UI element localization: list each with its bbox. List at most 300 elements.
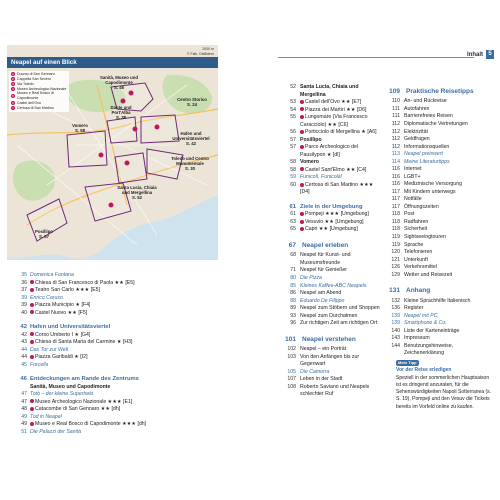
section-heading	[386, 286, 486, 295]
toc-entry-text: Elektrizität	[404, 128, 428, 135]
map-legend	[9, 71, 69, 112]
toc-page-number: 54	[290, 106, 296, 113]
toc-page-number: 58	[290, 159, 296, 166]
toc-page-number: 47	[21, 391, 27, 398]
toc-row[interactable]	[386, 257, 486, 265]
toc-page-number: 114	[391, 158, 400, 165]
toc-row[interactable]	[282, 174, 382, 182]
label-posillipo	[29, 229, 59, 239]
toc-entry-text: Vomero	[300, 159, 319, 166]
section-page-number: 67	[288, 241, 296, 249]
toc-row[interactable]	[13, 391, 218, 399]
toc-row[interactable]	[282, 267, 382, 275]
label-sanita-text: Sanità, Museo und Capodimonte	[100, 75, 138, 86]
toc-row[interactable]	[386, 98, 486, 106]
legend-marker: 6	[12, 101, 14, 106]
toc-page-number: 80	[290, 274, 296, 281]
toc-page-number: 118	[391, 211, 400, 218]
label-dante-text: Dante und Port'Alba	[110, 105, 132, 116]
label-sanita	[89, 75, 149, 90]
section-heading	[282, 241, 382, 250]
toc-row[interactable]	[282, 290, 382, 298]
location-pin-icon	[300, 183, 304, 187]
toc-row[interactable]	[386, 264, 486, 272]
legend-marker: 1	[12, 72, 14, 77]
toc-row[interactable]	[282, 320, 382, 328]
label-toledo-text: Toledo und Centro Monumentale	[171, 156, 209, 167]
toc-page-number: 129	[391, 271, 400, 278]
toc-page-number: 63	[290, 218, 296, 225]
toc-entry-text: Chiesa di Santa Maria del Carmine ★ [H3]	[30, 339, 133, 347]
label-vomero-page: S. 58	[74, 128, 86, 134]
toc-row[interactable]	[386, 211, 486, 219]
toc-page-number: 107	[287, 376, 296, 383]
spacer	[282, 234, 382, 238]
toc-middle-column	[282, 84, 382, 399]
toc-row[interactable]	[282, 384, 382, 399]
toc-entry-text: LGBT+	[404, 173, 421, 180]
toc-entry-text: Neapel – ein Porträt	[300, 346, 347, 353]
toc-page-number: 105	[287, 368, 296, 375]
label-toledo	[165, 156, 215, 171]
toc-page-number: 112	[391, 128, 400, 135]
toc-page-number: 37	[21, 287, 27, 294]
toc-page-number: 117	[391, 203, 400, 210]
toc-entry-text: Liste der Karteneinträge	[404, 327, 460, 334]
toc-entry-text: Impressum	[404, 335, 430, 342]
toc-row[interactable]	[386, 234, 486, 242]
map-title: Neapel auf einen Blick	[7, 57, 218, 68]
toc-page-number: 88	[290, 297, 296, 304]
label-posillipo-text: Posillipo	[35, 229, 53, 234]
section-page-number: 131	[389, 287, 400, 295]
toc-row[interactable]	[282, 99, 382, 107]
toc-page-number: 113	[391, 151, 400, 158]
legend-label: Certosa di San Martino	[17, 105, 54, 110]
toc-row[interactable]	[282, 137, 382, 145]
toc-row[interactable]	[386, 328, 486, 336]
toc-entry-text: Die Pizza	[300, 274, 322, 281]
map-scale	[187, 47, 214, 57]
toc-page-number: 49	[21, 421, 27, 428]
toc-row[interactable]	[386, 159, 486, 167]
toc-row[interactable]	[386, 106, 486, 114]
toc-row[interactable]	[13, 332, 218, 340]
toc-entry-text: Vesuvio ★★ [Umgebung]	[300, 219, 382, 227]
toc-entry-text: Medizinische Versorgung	[404, 181, 462, 188]
label-vomero-text: Vomero	[72, 123, 88, 128]
toc-page-number: 110	[391, 98, 400, 105]
toc-entry-text: Piazza dei Martiri ★★ [D6]	[300, 107, 382, 115]
toc-page-number: 86	[290, 290, 296, 297]
location-pin-icon	[30, 303, 34, 307]
toc-entry-text: Wetter und Reisezeit	[404, 271, 453, 278]
toc-row[interactable]	[386, 121, 486, 129]
section-title: Praktische Reisetipps	[406, 88, 474, 95]
spacer	[282, 197, 382, 201]
toc-row[interactable]	[13, 414, 218, 422]
toc-entry-text: Kleines Kaffee-ABC Neapels	[300, 282, 367, 289]
toc-entry-text: Piazza Garibaldi ★ [I2]	[30, 354, 88, 362]
toc-entry-text: Die Camorra	[300, 368, 330, 375]
toc-row[interactable]	[282, 298, 382, 306]
toc-row[interactable]	[386, 196, 486, 204]
toc-page-number: 45	[21, 361, 27, 368]
tip-badge: Mein Tipp	[398, 360, 417, 365]
toc-page-number: 42	[21, 331, 27, 338]
location-pin-icon	[30, 288, 34, 292]
toc-entry-text: Unterkunft	[404, 256, 428, 263]
toc-entry-text: Internet	[404, 166, 422, 173]
toc-row[interactable]	[386, 226, 486, 234]
toc-page-number: 35	[21, 272, 27, 278]
tip-box	[396, 360, 492, 411]
toc-row[interactable]	[13, 280, 218, 288]
label-toledo-page: S. 30	[184, 166, 196, 172]
toc-row[interactable]	[386, 305, 486, 313]
toc-row[interactable]	[386, 129, 486, 137]
legend-marker: 4	[12, 86, 14, 91]
toc-row[interactable]	[386, 272, 486, 280]
toc-row[interactable]	[13, 347, 218, 355]
toc-page-number: 96	[290, 320, 296, 327]
toc-page-number: 59	[290, 174, 296, 181]
toc-entry-text: Domenica Fontana	[30, 272, 74, 278]
location-pin-icon	[300, 167, 304, 171]
toc-row[interactable]	[282, 167, 382, 175]
label-santa-text: Santa Lucia, Chiaia und Mergellina	[117, 185, 157, 196]
toc-entry-text: Eduardo De Filippo	[300, 297, 345, 304]
toc-row[interactable]	[13, 302, 218, 310]
toc-row[interactable]	[282, 376, 382, 384]
legend-label: Museo Archeologico Nazionale	[17, 86, 67, 91]
toc-row[interactable]	[13, 429, 218, 437]
toc-row[interactable]	[386, 313, 486, 321]
toc-entry-text: Das Tor zur Welt	[30, 346, 69, 353]
toc-entry-text: Posillipo	[300, 136, 322, 143]
toc-entry-text: Sprache	[404, 241, 424, 248]
toc-row[interactable]	[13, 295, 218, 303]
toc-row[interactable]	[282, 84, 382, 99]
location-pin-icon	[300, 145, 304, 149]
toc-row[interactable]	[282, 313, 382, 321]
toc-page-number: 51	[21, 428, 27, 435]
toc-entry-text: Castel dell'Ovo ★★ [E7]	[300, 99, 382, 107]
toc-row[interactable]	[386, 335, 486, 343]
spacer	[13, 369, 218, 373]
toc-page-number: 93	[290, 312, 296, 319]
toc-page-number: 44	[21, 346, 27, 353]
toc-entry-text: Sanità, Museo und Capodimonte	[30, 383, 111, 390]
label-sanita-page: S. 46	[113, 85, 125, 91]
toc-row[interactable]	[386, 174, 486, 182]
toc-page-number: 85	[290, 282, 296, 289]
toc-entry-text: Barrierefreies Reisen	[404, 113, 453, 120]
toc-row[interactable]	[13, 272, 218, 280]
toc-entry-text: Parco Archeologico del Pausilypon ★ [dl]	[300, 144, 359, 158]
location-pin-icon	[300, 107, 304, 111]
section-page-number: 109	[389, 88, 400, 95]
toc-row[interactable]	[386, 189, 486, 197]
toc-page-number: 53	[290, 99, 296, 106]
toc-page-number: 140	[391, 327, 400, 334]
tip-body: Speziell in der sommerlichen Hauptsaison ist es dringend anzuraten, für die Sehenswürdigkeiten Napoli Sotterranea (s. S. 19), Pompeji und den Vesuv die Tickets bereits im Vorfeld online zu kaufen.	[396, 374, 492, 410]
toc-row[interactable]	[13, 339, 218, 347]
toc-row[interactable]	[13, 399, 218, 407]
toc-row[interactable]	[13, 362, 218, 370]
toc-entry-text: Castel Sant'Elmo ★★ [C4]	[300, 167, 382, 175]
toc-row[interactable]	[386, 166, 486, 174]
location-pin-icon	[30, 280, 34, 284]
toc-entry-text: Notfälle	[404, 196, 422, 203]
toc-page-number: 139	[391, 312, 400, 319]
toc-page-number: 56	[290, 129, 296, 136]
toc-page-number: 48	[21, 406, 27, 413]
toc-entry-text: Neapel preiswert	[404, 151, 443, 158]
label-hafen-page: S. 42	[185, 141, 197, 147]
toc-page-number: 103	[287, 353, 296, 360]
toc-page-number: 118	[391, 226, 400, 233]
toc-entry-text: An- und Rückreise	[404, 98, 447, 105]
toc-page-number: 57	[290, 136, 296, 143]
toc-entry-text: Museo Archeologico Nazionale ★★★ [E1]	[30, 399, 132, 407]
toc-row[interactable]	[13, 375, 218, 383]
legend-label: Duomo di San Gennaro	[17, 72, 55, 76]
legend-marker: 5	[12, 94, 14, 99]
toc-entry-text: Roberto Saviano und Neapels schlechter Ruf	[300, 383, 370, 398]
section-heading	[386, 87, 486, 96]
toc-row[interactable]	[282, 346, 382, 354]
toc-entry-text: Register	[404, 305, 424, 312]
legend-marker: 3	[12, 82, 14, 87]
spacer	[282, 328, 382, 332]
toc-page-number: 58	[290, 166, 296, 173]
toc-page-number: 111	[392, 105, 400, 112]
toc-entry-text: Capri ★★ [Umgebung]	[300, 226, 382, 234]
toc-page-number: 121	[391, 256, 400, 263]
toc-entry-text: Forcella	[30, 361, 49, 368]
location-pin-icon	[300, 227, 304, 231]
toc-entry-text: Totò – der kleine Superheld	[30, 391, 94, 398]
toc-entry-text: Neapel zum Durchatmen	[300, 312, 358, 319]
toc-page-number: 117	[391, 196, 400, 203]
toc-page-number: 52	[290, 84, 296, 90]
toc-row[interactable]	[282, 182, 382, 197]
toc-page-number: 42	[20, 324, 27, 331]
label-santa	[113, 185, 161, 200]
toc-page-number: 71	[290, 267, 296, 274]
toc-entry-text: Radfahren	[404, 218, 429, 225]
location-pin-icon	[30, 310, 34, 314]
location-pin-icon	[30, 407, 34, 411]
page-number: 5	[486, 50, 494, 59]
page-title: Inhalt	[467, 52, 483, 58]
spacer	[386, 279, 486, 283]
label-vomero	[65, 123, 95, 133]
section-page-number: 101	[285, 335, 296, 343]
toc-entry-text: Lungomare (Via Francesco Caracciolo) ★★ [C6]	[300, 114, 368, 128]
toc-row[interactable]	[282, 219, 382, 227]
toc-page-number: 126	[391, 264, 400, 271]
section-title: Anhang	[406, 287, 431, 295]
toc-row[interactable]	[282, 354, 382, 369]
tip-title: Vor der Reise erledigen	[396, 367, 452, 374]
toc-page-number: 143	[391, 335, 400, 342]
toc-entry-text: Telefonieren	[404, 249, 433, 256]
toc-row[interactable]	[282, 226, 382, 234]
spacer	[13, 317, 218, 321]
toc-row[interactable]	[282, 107, 382, 115]
toc-page-number: 39	[21, 302, 27, 309]
toc-entry-text: Neapel mit PC,	[404, 312, 439, 319]
toc-entry-text: Ziele in der Umgebung	[300, 203, 363, 210]
toc-entry-text: Smartphone & Co.	[404, 320, 447, 327]
toc-page-number: 65	[290, 226, 296, 233]
header-rule	[278, 57, 474, 58]
toc-page-number: 116	[391, 166, 400, 173]
toc-entry-text: Porticciolo di Mergellina ★ [A6]	[300, 129, 382, 137]
toc-row[interactable]	[386, 242, 486, 250]
section-heading	[282, 335, 382, 344]
toc-entry-text: Entdeckungen am Rande des Zentrums	[30, 376, 139, 383]
toc-entry-text: Verkehrsmittel	[404, 264, 437, 271]
toc-row[interactable]	[282, 159, 382, 167]
toc-page-number: 144	[391, 342, 400, 349]
toc-entry-text: Sightseeingtouren	[404, 233, 446, 240]
toc-row[interactable]	[282, 305, 382, 313]
toc-page-number: 40	[21, 309, 27, 316]
location-pin-icon	[30, 399, 34, 403]
toc-entry-text: Hafen und Universitätsviertel	[30, 324, 111, 331]
toc-row[interactable]	[13, 421, 218, 429]
toc-row[interactable]	[386, 219, 486, 227]
legend-label: Castel dell'Ovo	[17, 101, 42, 106]
toc-entry-text: Sicherheit	[404, 226, 428, 233]
toc-entry-text: Funicolì, Funicolà!	[300, 174, 343, 181]
toc-row[interactable]	[386, 298, 486, 306]
toc-entry-text: Leben in der Stadt	[300, 376, 343, 383]
legend-item	[11, 91, 67, 101]
toc-page-number: 89	[290, 305, 296, 312]
toc-page-number: 120	[391, 249, 400, 256]
overview-map	[7, 45, 218, 260]
toc-right-column	[386, 84, 486, 358]
toc-row[interactable]	[386, 320, 486, 328]
toc-page-number: 119	[391, 233, 400, 240]
label-centro-page: S. 24	[186, 102, 198, 108]
toc-entry-text: Autofahren	[404, 105, 430, 112]
toc-page-number: 108	[287, 383, 296, 390]
location-pin-icon	[300, 220, 304, 224]
toc-entry-text: Neapel am Abend	[300, 290, 342, 297]
toc-row[interactable]	[13, 323, 218, 331]
location-pin-icon	[300, 115, 304, 119]
toc-page-number: 116	[391, 173, 400, 180]
toc-row[interactable]	[13, 310, 218, 318]
toc-entry-text: Von den Anfängen bis zur Gegenwart	[300, 353, 360, 368]
toc-page-number: 46	[20, 376, 27, 383]
toc-row[interactable]	[386, 144, 486, 152]
toc-page-number: 57	[290, 144, 296, 151]
toc-page-number: 44	[21, 354, 27, 361]
toc-page-number: 60	[290, 181, 296, 188]
legend-marker: 2	[12, 77, 14, 82]
toc-page-number: 136	[391, 305, 400, 312]
toc-page-number: 112	[391, 143, 400, 150]
toc-row[interactable]	[282, 211, 382, 219]
toc-row[interactable]	[13, 287, 218, 295]
toc-row[interactable]	[386, 204, 486, 212]
toc-page-number: 102	[287, 346, 296, 353]
toc-row[interactable]	[282, 129, 382, 137]
location-pin-icon	[30, 332, 34, 336]
toc-entry-text: Teatro San Carlo ★★★ [E5]	[30, 287, 100, 295]
toc-entry-text: Post	[404, 211, 415, 218]
toc-page-number: 55	[290, 114, 296, 121]
location-pin-icon	[30, 340, 34, 344]
toc-row[interactable]	[386, 343, 486, 358]
toc-row[interactable]	[282, 275, 382, 283]
toc-row[interactable]	[282, 203, 382, 211]
scale-label: 2000 m	[202, 47, 214, 51]
section-title: Neapel verstehen	[302, 335, 356, 343]
toc-row[interactable]	[282, 144, 382, 159]
toc-page-number: 61	[290, 211, 296, 218]
toc-page-number: 43	[21, 339, 27, 346]
label-santa-page: S. 52	[131, 195, 143, 201]
location-pin-icon	[300, 212, 304, 216]
toc-row[interactable]	[386, 136, 486, 144]
toc-entry-text: Mit Kindern unterwegs	[404, 188, 456, 195]
toc-page-number: 47	[21, 398, 27, 405]
toc-row[interactable]	[282, 252, 382, 267]
toc-entry-text: Benutzungshinweise, Zeichenerklärung	[404, 342, 454, 357]
toc-entry-text: Certosa di San Martino ★★★ [D4]	[300, 181, 374, 196]
toc-page-number: 116	[391, 181, 400, 188]
toc-entry-text: Castel Nuovo ★★ [F5]	[30, 310, 87, 318]
toc-row[interactable]	[282, 369, 382, 377]
label-centro	[177, 97, 207, 107]
toc-row[interactable]	[386, 151, 486, 159]
toc-page-number: 49	[21, 413, 27, 420]
toc-row[interactable]	[282, 283, 382, 291]
toc-row[interactable]	[386, 113, 486, 121]
toc-row[interactable]	[386, 181, 486, 189]
toc-entry-text: Zur richtigen Zeit am richtigen Ort	[300, 320, 378, 327]
toc-row[interactable]	[282, 114, 382, 129]
toc-page-number: 132	[391, 297, 400, 304]
toc-entry-text: Santa Lucia, Chiaia und Mergellina	[300, 84, 359, 98]
toc-row[interactable]	[386, 249, 486, 257]
toc-row[interactable]	[13, 354, 218, 362]
toc-page-number: 117	[391, 188, 400, 195]
toc-entry-text: Enrico Caruso	[30, 294, 63, 301]
toc-entry-text: Neapel für Genießer	[300, 267, 347, 274]
toc-page-number: 118	[391, 218, 400, 225]
toc-entry-text: Informationsquellen	[404, 143, 450, 150]
toc-row[interactable]	[13, 384, 218, 392]
toc-row[interactable]	[13, 406, 218, 414]
legend-label: Museo e Real Bosco di Capodimonte	[17, 91, 54, 101]
toc-entry-text: Pompeji ★★★ [Umgebung]	[300, 211, 382, 219]
toc-entry-text: Chiesa di San Francesco di Paola ★★ [E5]	[30, 280, 135, 288]
toc-entry-text: Museo e Real Bosco di Capodimonte ★★★ [dh]	[30, 421, 146, 429]
toc-page-number: 68	[290, 252, 296, 259]
label-hafen-text: Hafen und Universitätsviertel	[172, 131, 210, 142]
toc-page-number: 112	[391, 136, 400, 143]
label-dante	[103, 105, 139, 120]
section-title: Neapel erleben	[302, 241, 349, 249]
